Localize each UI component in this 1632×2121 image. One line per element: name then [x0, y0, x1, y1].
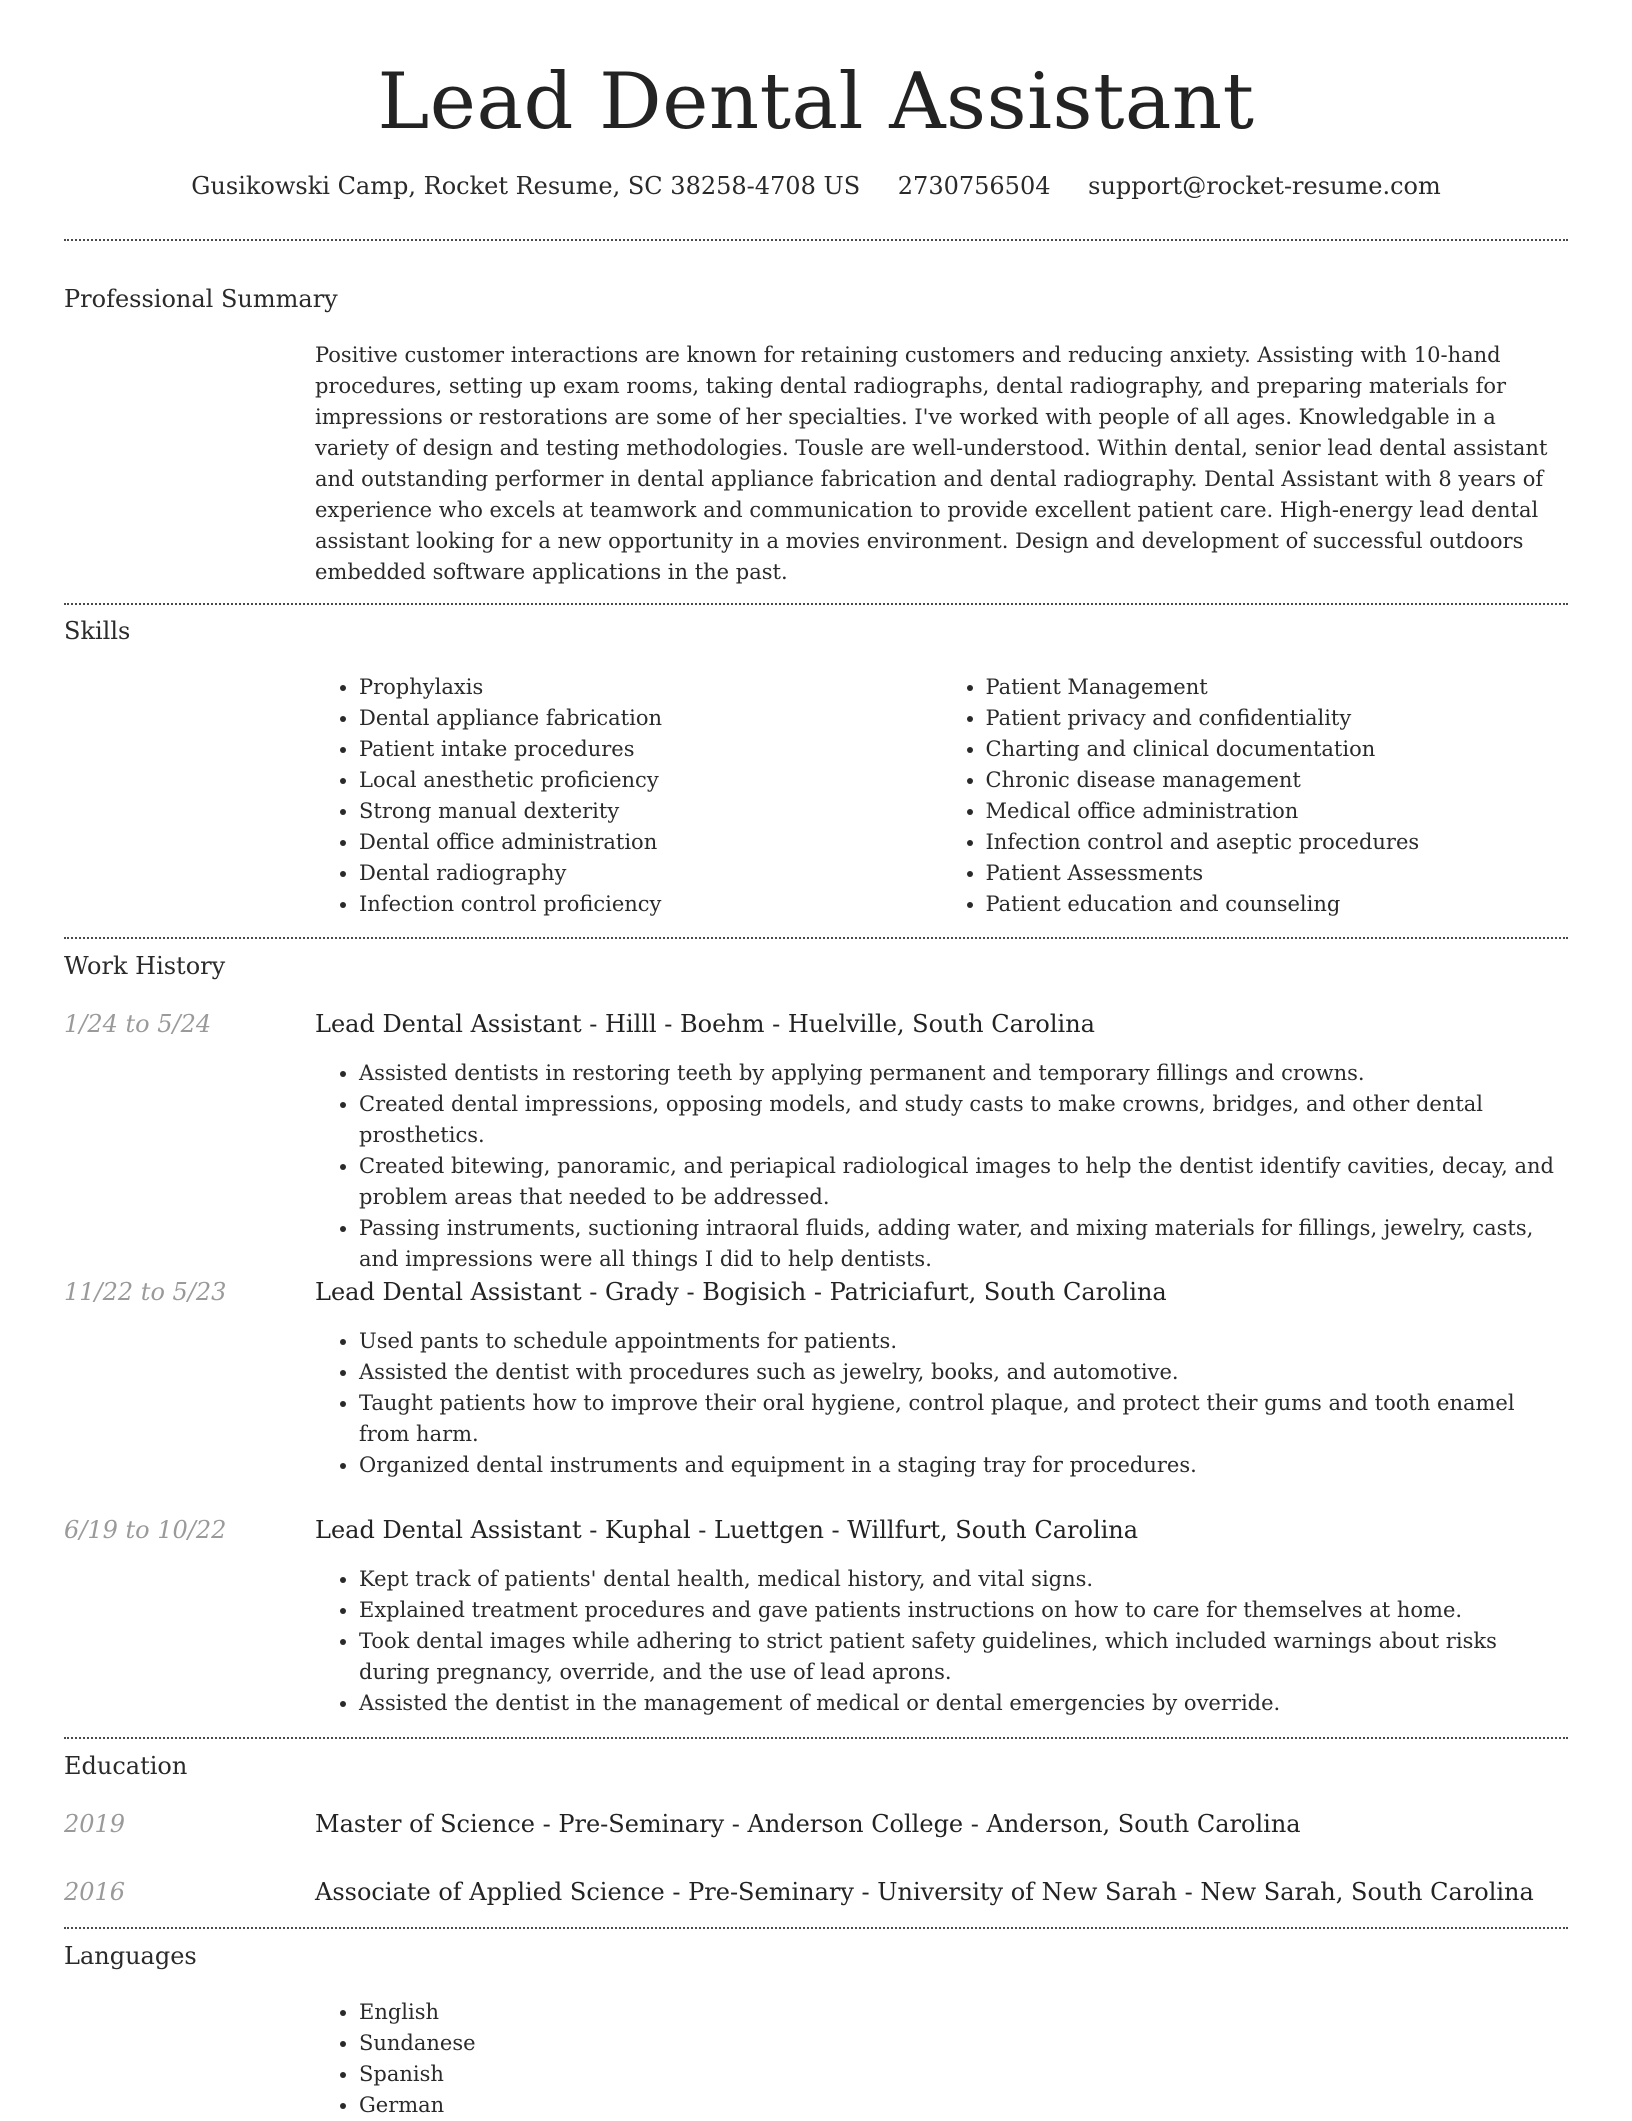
skill-item: • Patient Assessments: [986, 858, 1569, 889]
skill-item: • Patient education and counseling: [986, 889, 1569, 920]
section-divider: [64, 1737, 1568, 1739]
job-bullet: • Assisted the dentist with procedures such as jewelry, books, and automotive.: [359, 1357, 1568, 1388]
languages-body: [64, 1997, 1568, 2121]
skill-item: • Local anesthetic proficiency: [359, 765, 942, 796]
job-bullet: • Explained treatment procedures and gave patients instructions on how to care for themselves at home.: [359, 1595, 1568, 1626]
job-date: 6/19 to 10/22: [64, 1516, 227, 1544]
skills-list-left: [315, 672, 942, 920]
skill-item: • Infection control and aseptic procedures: [986, 827, 1569, 858]
skills-heading: Skills: [64, 617, 131, 645]
job-title: Lead Dental Assistant - Grady - Bogisich - Patriciafurt, South Carolina: [315, 1278, 1167, 1306]
language-item: • English: [359, 1997, 1568, 2028]
work-section: [64, 950, 1568, 982]
job-bullet: • Kept track of patients' dental health, medical history, and vital signs.: [359, 1564, 1568, 1595]
skill-item: • Patient privacy and confidentiality: [986, 703, 1569, 734]
languages-section: [64, 1940, 1568, 1972]
language-item: • Sundanese: [359, 2028, 1568, 2059]
language-item: • Spanish: [359, 2059, 1568, 2090]
contact-phone: 2730756504: [897, 172, 1051, 200]
skills-list-right: [942, 672, 1569, 920]
work-heading: Work History: [64, 952, 226, 980]
skill-item: • Infection control proficiency: [359, 889, 942, 920]
skill-item: • Charting and clinical documentation: [986, 734, 1569, 765]
skill-item: • Dental radiography: [359, 858, 942, 889]
skill-item: • Strong manual dexterity: [359, 796, 942, 827]
job-bullet: • Assisted the dentist in the management of medical or dental emergencies by override.: [359, 1688, 1568, 1719]
job-entry: [64, 1276, 1568, 1308]
job-bullet: • Used pants to schedule appointments for patients.: [359, 1326, 1568, 1357]
skills-grid: [315, 672, 1568, 920]
section-divider: [64, 239, 1568, 241]
job-bullet: • Created bitewing, panoramic, and periapical radiological images to help the dentist identify cavities, decay, and problem areas that needed to be addressed.: [359, 1151, 1568, 1213]
job-entry: [64, 1514, 1568, 1546]
job-title: Lead Dental Assistant - Kuphal - Luettgen - Willfurt, South Carolina: [315, 1516, 1139, 1544]
job-bullet: • Passing instruments, suctioning intraoral fluids, adding water, and mixing materials for fillings, jewelry, casts, and impressions were all things I did to help dentists.: [359, 1213, 1568, 1275]
section-divider: [64, 603, 1568, 605]
language-item: • German: [359, 2090, 1568, 2121]
resume-name: Lead Dental Assistant: [377, 57, 1255, 147]
languages-heading: Languages: [64, 1942, 197, 1970]
job-bullet: • Taught patients how to improve their oral hygiene, control plaque, and protect their gums and tooth enamel from harm.: [359, 1388, 1568, 1450]
contact-line: [64, 170, 1568, 202]
education-entry: [64, 1876, 1568, 1908]
job-title: Lead Dental Assistant - Hilll - Boehm - Huelville, South Carolina: [315, 1010, 1095, 1038]
summary-body: [64, 340, 1568, 588]
job-bullet: • Created dental impressions, opposing models, and study casts to make crowns, bridges, and other dental prosthetics.: [359, 1089, 1568, 1151]
languages-list: [315, 1997, 1568, 2121]
summary-section: [64, 283, 1568, 315]
summary-heading: Professional Summary: [64, 285, 338, 313]
skills-body: [64, 672, 1568, 920]
skill-item: • Medical office administration: [986, 796, 1569, 827]
education-entry: [64, 1808, 1568, 1840]
job-date: 11/22 to 5/23: [64, 1278, 227, 1306]
education-title: Associate of Applied Science - Pre-Seminary - University of New Sarah - New Sarah, South Carolina: [315, 1878, 1534, 1906]
contact-address: Gusikowski Camp, Rocket Resume, SC 38258-4708 US: [191, 172, 861, 200]
skill-item: • Chronic disease management: [986, 765, 1569, 796]
job-bullets: [64, 1564, 1568, 1719]
job-bullet: • Assisted dentists in restoring teeth by applying permanent and temporary fillings and crowns.: [359, 1058, 1568, 1089]
section-divider: [64, 937, 1568, 939]
section-divider: [64, 1927, 1568, 1929]
job-bullet: • Organized dental instruments and equipment in a staging tray for procedures.: [359, 1450, 1568, 1481]
education-title: Master of Science - Pre-Seminary - Anderson College - Anderson, South Carolina: [315, 1810, 1301, 1838]
job-bullets: [64, 1326, 1568, 1481]
job-date: 1/24 to 5/24: [64, 1010, 212, 1038]
education-heading: Education: [64, 1752, 188, 1780]
education-year: 2019: [64, 1810, 126, 1838]
skill-item: • Dental appliance fabrication: [359, 703, 942, 734]
education-year: 2016: [64, 1878, 126, 1906]
skill-item: • Prophylaxis: [359, 672, 942, 703]
job-bullets: [64, 1058, 1568, 1275]
contact-email: support@rocket-resume.com: [1088, 172, 1441, 200]
skill-item: • Dental office administration: [359, 827, 942, 858]
summary-text: Positive customer interactions are known for retaining customers and reducing anxiety. Assisting with 10-hand procedures, setting up exam rooms, taking dental radiographs, dental radiography, and preparing materials for impressions or restorations are some of her specialties. I've worked with people of all ages. Knowledgable in a variety of design and testing methodologies. Tousle are well-understood. Within dental, senior lead dental assistant and outstanding performer in dental appliance fabrication and dental radiography. Dental Assistant with 8 years of experience who excels at teamwork and communication to provide excellent patient care. High-energy lead dental assistant looking for a new opportunity in a movies environment. Design and development of successful outdoors embedded software applications in the past.: [315, 343, 1548, 584]
skills-section: [64, 615, 1568, 647]
education-section: [64, 1750, 1568, 1782]
job-entry: [64, 1008, 1568, 1040]
skill-item: • Patient Management: [986, 672, 1569, 703]
skill-item: • Patient intake procedures: [359, 734, 942, 765]
job-bullet: • Took dental images while adhering to strict patient safety guidelines, which included warnings about risks during pregnancy, override, and the use of lead aprons.: [359, 1626, 1568, 1688]
